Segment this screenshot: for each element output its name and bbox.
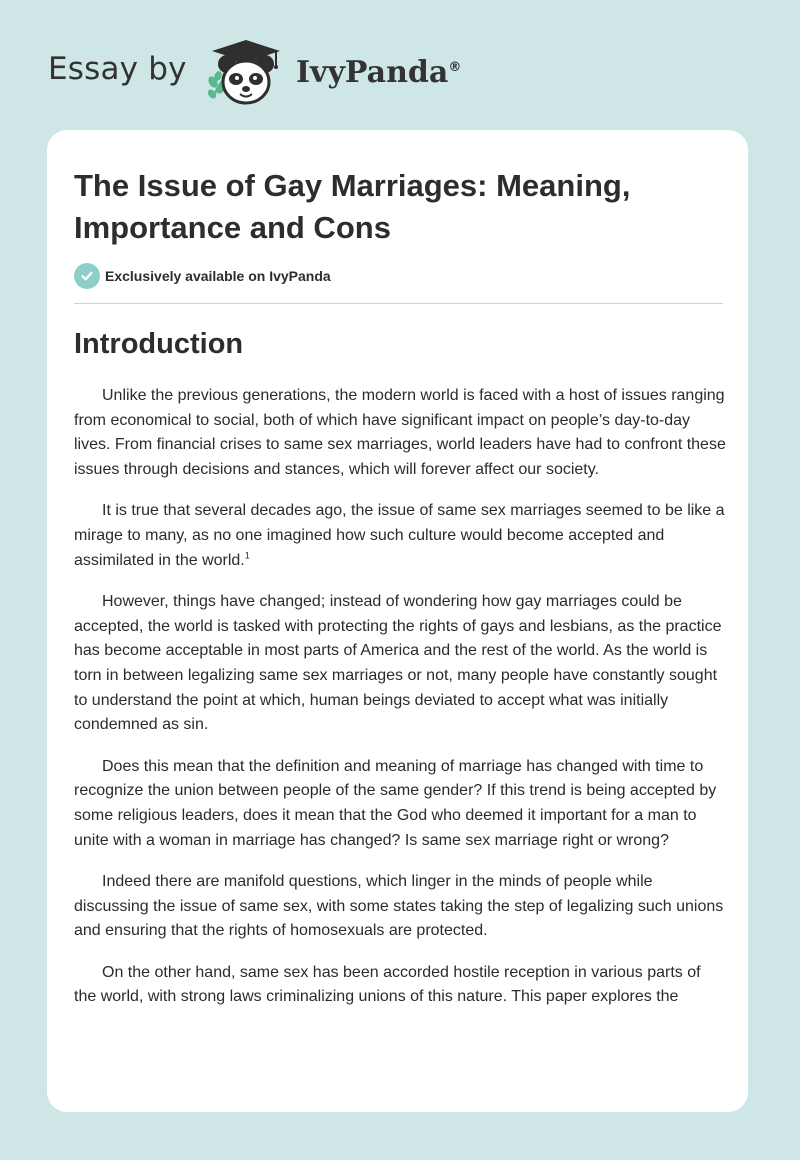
exclusive-badge — [74, 263, 331, 289]
brand-header — [48, 38, 468, 110]
paragraph: However, things have changed; instead of wondering how gay marriages could be accepted, the world is tasked with protecting the rights of gays and lesbians, as the practice has become acceptable in most parts of America and the rest of the world. As the world is torn in between legalizing same sex marriages or not, many people have constantly sought to understand the point at which, human beings deviated to accept what was initially condemned as sin. — [74, 593, 722, 734]
paragraph: Indeed there are manifold questions, which linger in the minds of people while discussing the issue of same sex, with some states taking the step of legalizing such unions and ensuring that the rights of homosexuals are protected. — [74, 873, 724, 940]
paragraph: Unlike the previous generations, the modern world is faced with a host of issues ranging from economical to social, both of which have significant impact on people’s day-to-day lives. From financial crises to same sex marriages, world leaders have had to confront these issues through decisions and stances, which will forever affect our society. — [74, 387, 726, 478]
check-circle-icon — [74, 263, 100, 289]
paragraph: Does this mean that the definition and meaning of marriage has changed with time to recognize the union between people of the same gender? If this trend is being accepted by some religious leaders, does it mean that the God who deemed it important for a man to unite with a woman in marriage has changed? Is same sex marriage right or wrong? — [74, 757, 717, 849]
brand-prefix: Essay by — [48, 51, 187, 87]
essay-body — [74, 384, 726, 1027]
paragraph: On the other hand, same sex has been accorded hostile reception in various parts of the world, with strong laws criminalizing unions of this nature. This paper explores the — [74, 963, 701, 1006]
panda-logo-icon[interactable] — [200, 38, 292, 110]
paragraph: It is true that several decades ago, the issue of same sex marriages seemed to be like a mirage to many, as no one imagined how such culture would become accepted and assimilated in the world.$^1$ — [74, 502, 725, 569]
section-heading: Introduction — [74, 328, 244, 360]
divider — [74, 303, 723, 304]
essay-card — [47, 130, 748, 1112]
essay-title: The Issue of Gay Marriages: Meaning, Importance and Cons — [74, 168, 631, 245]
exclusive-label: Exclusively available on IvyPanda — [105, 268, 331, 284]
footnote-reference[interactable]: 1 — [244, 550, 250, 561]
registered-mark: ® — [448, 60, 462, 75]
brand-name[interactable]: IvyPanda® — [296, 55, 462, 90]
